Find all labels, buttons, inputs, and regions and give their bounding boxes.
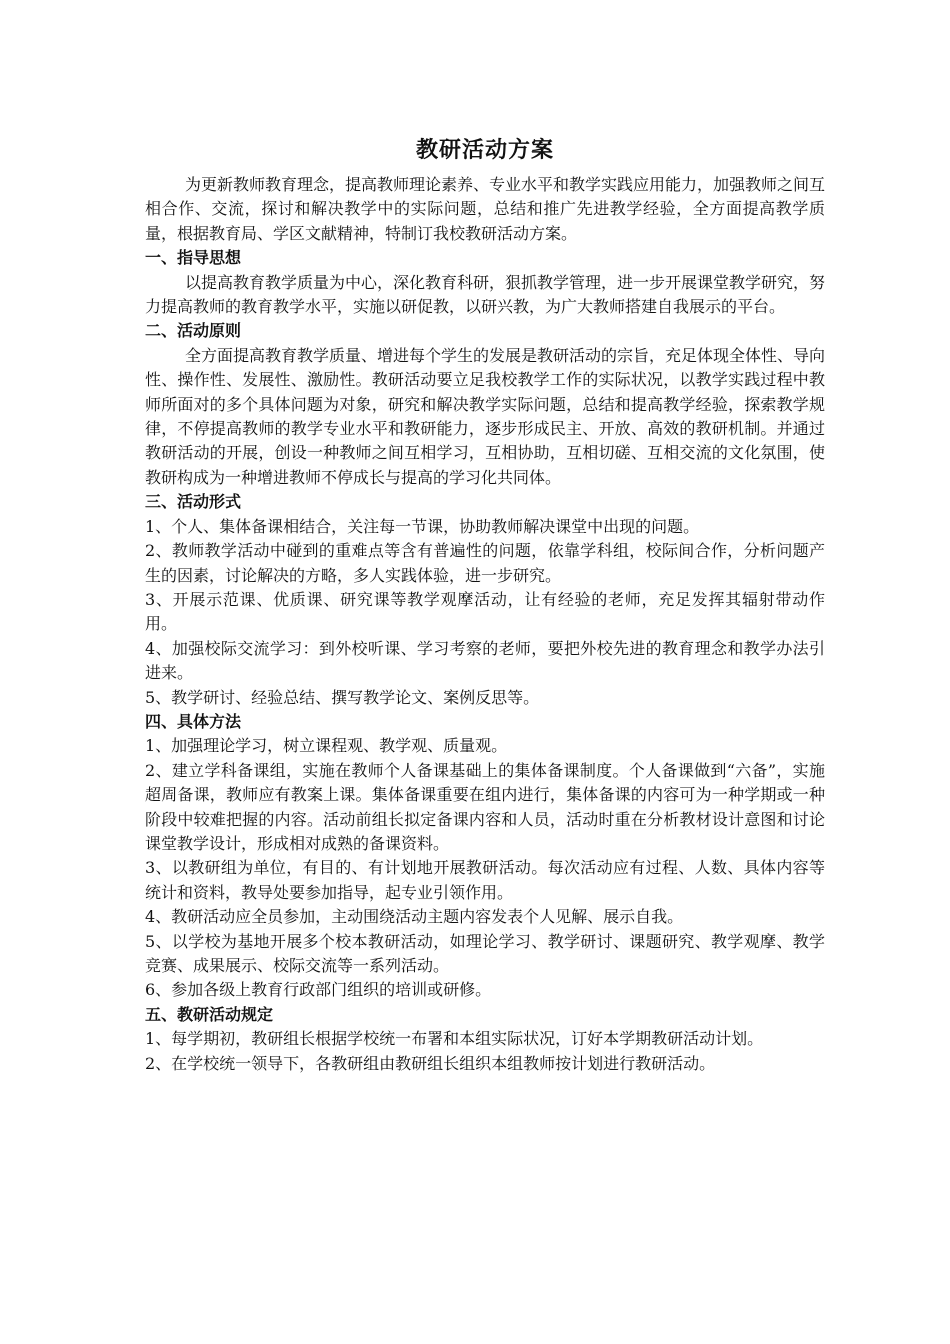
section-paragraph-guiding-ideology: 以提高教育教学质量为中心，深化教育科研，狠抓教学管理，进一步开展课堂教学研究，努力提高教师的教育教学水平，实施以研促教，以研兴教，为广大教师搭建自我展示的平台。 — [145, 272, 826, 317]
section-paragraph-activity-principles: 全方面提高教育教学质量、增进每个学生的发展是教研活动的宗旨，充足体现全体性、导向性、操作性、发展性、激励性。教研活动要立足我校教学工作的实际状况，以教学实践过程中教师所面对的多个具体问题为对象，研究和解决教学实际问题，总结和提高教学经验，探索教学规律，不停提高教师的教学专业水平和教研能力，逐步形成民主、开放、高效的教研机制。并通过教研活动的开展，创设一种教师之间互相学习，互相协助，互相切磋、互相交流的文化氛围，使教研构成为一种增进教师不停成长与提高的学习化共同体。 — [145, 345, 826, 487]
list-item: 2、教师教学活动中碰到的重难点等含有普遍性的问题，依靠学科组，校际间合作，分析问题产生的因素，讨论解决的方略，多人实践体验，进一步研究。 — [145, 541, 825, 585]
document-title: 教研活动方案 — [415, 138, 554, 163]
list-item: 1、加强理论学习，树立课程观、教学观、质量观。 — [145, 736, 508, 756]
list-item: 2、在学校统一领导下，各教研组由教研组长组织本组教师按计划进行教研活动。 — [145, 1053, 716, 1073]
list-item: 6、参加各级上教育行政部门组织的培训或研修。 — [145, 980, 492, 1000]
list-item: 4、加强校际交流学习：到外校听课、学习考察的老师，要把外校先进的教育理念和教学办法引进来。 — [145, 638, 825, 683]
section-heading-activity-forms: 三、活动形式 — [145, 492, 242, 512]
intro-paragraph: 为更新教师教育理念，提高教师理论素养、专业水平和教学实践应用能力，加强教师之间互相合作、交流，探讨和解决教学中的实际问题，总结和推广先进教学经验，全方面提高教学质量，根据教育局、学区文献精神，特制订我校教研活动方案。 — [145, 175, 826, 243]
section-heading-guiding-ideology: 一、指导思想 — [145, 248, 242, 268]
list-item: 3、开展示范课、优质课、研究课等教学观摩活动，让有经验的老师，充足发挥其辐射带动作用。 — [145, 589, 825, 634]
list-item: 3、以教研组为单位，有目的、有计划地开展教研活动。每次活动应有过程、人数、具体内容等统计和资料，教导处要参加指导，起专业引领作用。 — [145, 858, 825, 902]
section-heading-activity-principles: 二、活动原则 — [145, 321, 242, 341]
list-item: 1、个人、集体备课相结合，关注每一节课，协助教师解决课堂中出现的问题。 — [145, 516, 700, 536]
list-item: 1、每学期初，教研组长根据学校统一布署和本组实际状况，订好本学期教研活动计划。 — [145, 1029, 764, 1049]
list-item: 5、教学研讨、经验总结、撰写教学论文、案例反思等。 — [145, 687, 540, 707]
section-heading-specific-methods: 四、具体方法 — [145, 711, 242, 731]
document-body — [145, 133, 825, 1076]
section-heading-activity-rules: 五、教研活动规定 — [145, 1004, 274, 1024]
list-item: 2、建立学科备课组，实施在教师个人备课基础上的集体备课制度。个人备课做到“六备”，实施超周备课，教师应有教案上课。集体备课重要在组内进行，集体备课的内容可为一种学期或一种阶段中较难把握的内容。活动前组长拟定备课内容和人员，活动时重在分析教材设计意图和讨论课堂教学设计，形成相对成熟的备课资料。 — [145, 760, 825, 853]
list-item: 5、以学校为基地开展多个校本教研活动，如理论学习、教学研讨、课题研究、教学观摩、教学竞赛、成果展示、校际交流等一系列活动。 — [145, 931, 825, 975]
list-item: 4、教研活动应全员参加，主动围绕活动主题内容发表个人见解、展示自我。 — [145, 907, 684, 927]
